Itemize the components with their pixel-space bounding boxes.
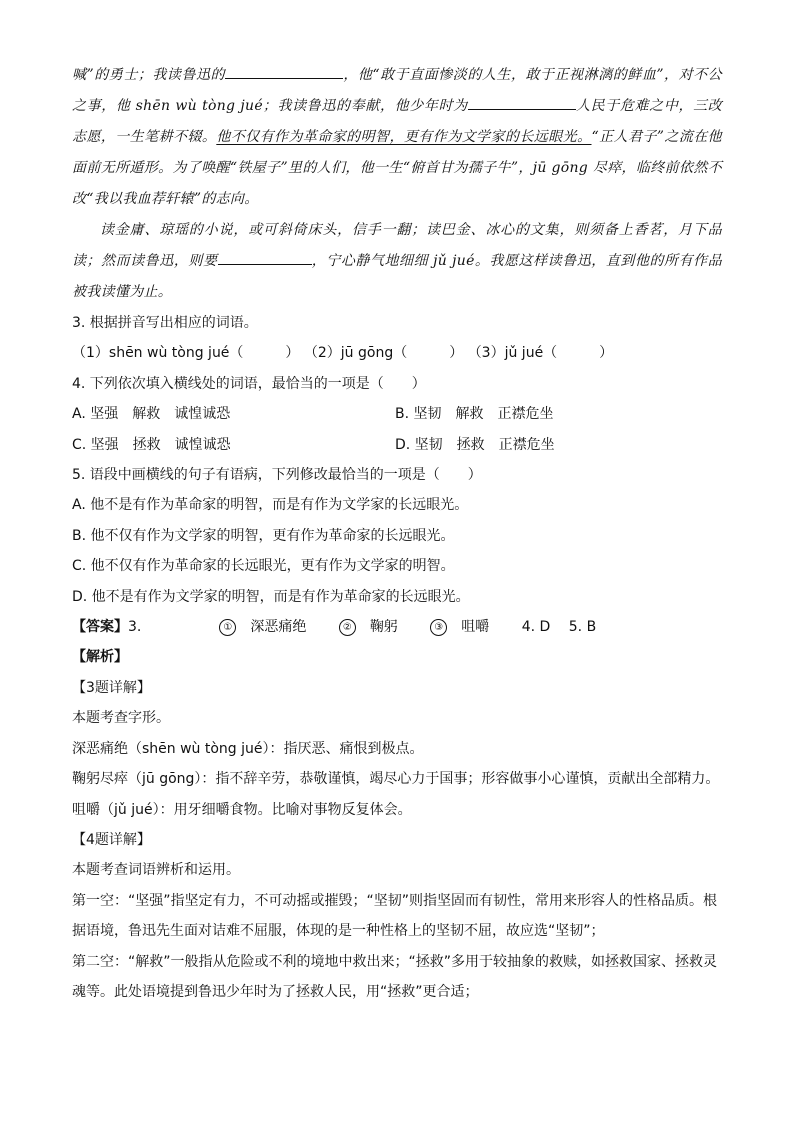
answer-text: 鞠躬	[369, 619, 398, 636]
questions-section	[72, 308, 722, 1007]
q3-detail-line: 咀嚼（jǔ jué）：用牙细嚼食物。比喻对事物反复体会。	[72, 801, 412, 818]
q3-detail-heading: 【3题详解】	[72, 679, 151, 696]
answer-tag: 【答案】	[72, 619, 128, 636]
q3-item-2: （2）jū gōng（ ）	[303, 345, 464, 362]
q4-option-a: A. 坚强 解救 诚惶诚恐	[72, 406, 231, 423]
answer-number: 3.	[128, 619, 142, 636]
q5-option-d: D. 他不是有作为文学家的明智，而是有作为革命家的长远眼光。	[72, 588, 470, 605]
underlined-sentence: 他不仅有作为革命家的明智，更有作为文学家的长远眼光。	[216, 129, 592, 145]
passage-text: 读金庸、琼瑶的小说，或可斜倚床头，信手一翻；读巴金、冰心的文集，则须备上香茗，月下品读；然而读鲁迅，则要	[72, 222, 722, 269]
q4-option-d: D. 坚韧 拯救 正襟危坐	[395, 436, 555, 453]
answer-item-2	[339, 619, 412, 635]
q4-option-b: B. 坚韧 解救 正襟危坐	[395, 406, 554, 423]
answer-line	[72, 612, 722, 642]
q4-option-c: C. 坚强 拯救 诚惶诚恐	[72, 436, 231, 453]
q3-detail-line: 深恶痛绝（shēn wù tòng jué）：指厌恶、痛恨到极点。	[72, 740, 424, 757]
question-4-stem: 4. 下列依次填入横线处的词语，最恰当的一项是（ ）	[72, 375, 426, 392]
question-5-stem: 5. 语段中画横线的句子有语病，下列修改最恰当的一项是（ ）	[72, 467, 482, 484]
document-page	[72, 60, 722, 1007]
passage-text: “正人君子”之流在他面前无所遁形。为了唤醒“铁屋子”里的人们，他一生“俯首甘为孺子牛”，jū gōng 尽瘁，临终前依然不改“我以我血荐轩辕”的志向。	[72, 129, 722, 207]
question-3-items	[72, 338, 722, 368]
q3-detail-intro: 本题考查字形。	[72, 710, 170, 727]
reading-passage	[72, 60, 722, 308]
passage-paragraph-1	[72, 60, 722, 215]
answer-item-3	[430, 619, 503, 635]
q4-options-row-1	[72, 399, 722, 429]
passage-text: ，宁心静气地细细 jǔ jué。我愿这样读鲁迅，直到他的所有作品被我读懂为止。	[72, 253, 722, 300]
passage-text: 人民于危难之中，三改志愿，一生	[72, 98, 722, 145]
q4-detail-intro: 本题考查词语辨析和运用。	[72, 862, 240, 879]
passage-paragraph-2	[72, 215, 722, 308]
fill-blank-2	[468, 93, 576, 110]
answer-item-1	[219, 619, 320, 635]
passage-text: ，他“敢于直面惨淡的人生，敢于正视淋漓的鲜血”，对不公之	[72, 67, 722, 114]
q4-options-row-2	[72, 430, 722, 460]
circled-number-icon: ②	[339, 619, 356, 636]
q4-detail-line: 第一空：“坚强”指坚定有力，不可动摇或摧毁；“坚韧”则指坚固而有韧性，常用来形容人的性格品质。根据语境，鲁迅先生面对诘难不屈服，体现的是一种性格上的坚韧不屈，故应选“坚韧”；	[72, 892, 718, 940]
fill-blank-1	[225, 62, 343, 79]
answer-text: 深恶痛绝	[250, 619, 307, 636]
passage-text: 喊”的勇士；我读鲁迅的	[72, 67, 226, 83]
circled-number-icon: ③	[430, 619, 447, 636]
circled-number-icon: ①	[219, 619, 236, 636]
analysis-tag: 【解析】	[72, 649, 128, 666]
passage-text: 事，他 shēn wù tòng jué；我读鲁迅的奉献，他少年时为	[86, 98, 468, 114]
answer-q4: 4. D	[521, 619, 551, 636]
q3-detail-line: 鞠躬尽瘁（jū gōng）：指不辞辛劳，恭敬谨慎，竭尽心力于国事；形容做事小心谨慎，贡献出全部精力。	[72, 771, 720, 788]
answer-q5: 5. B	[568, 619, 597, 636]
q5-option-a: A. 他不是有作为革命家的明智，而是有作为文学家的长远眼光。	[72, 497, 469, 514]
fill-blank-3	[218, 248, 312, 265]
q4-detail-heading: 【4题详解】	[72, 831, 151, 848]
q3-item-1: （1）shēn wù tòng jué（ ）	[72, 345, 300, 362]
answer-text: 咀嚼	[461, 619, 490, 636]
passage-text: 笔耕不辍。	[144, 129, 217, 145]
question-3-stem: 3. 根据拼音写出相应的词语。	[72, 315, 258, 331]
q5-option-c: C. 他不仅有作为革命家的长远眼光，更有作为文学家的明智。	[72, 558, 455, 575]
q5-option-b: B. 他不仅有作为文学家的明智，更有作为革命家的长远眼光。	[72, 527, 455, 544]
q4-detail-line: 第二空：“解救”一般指从危险或不利的境地中救出来；“拯救”多用于较抽象的救赎，如拯救国家、拯救灵魂等。此处语境提到鲁迅少年时为了拯救人民，用“拯救”更合适；	[72, 953, 718, 1000]
q3-item-3: （3）jǔ jué（ ）	[467, 345, 614, 362]
